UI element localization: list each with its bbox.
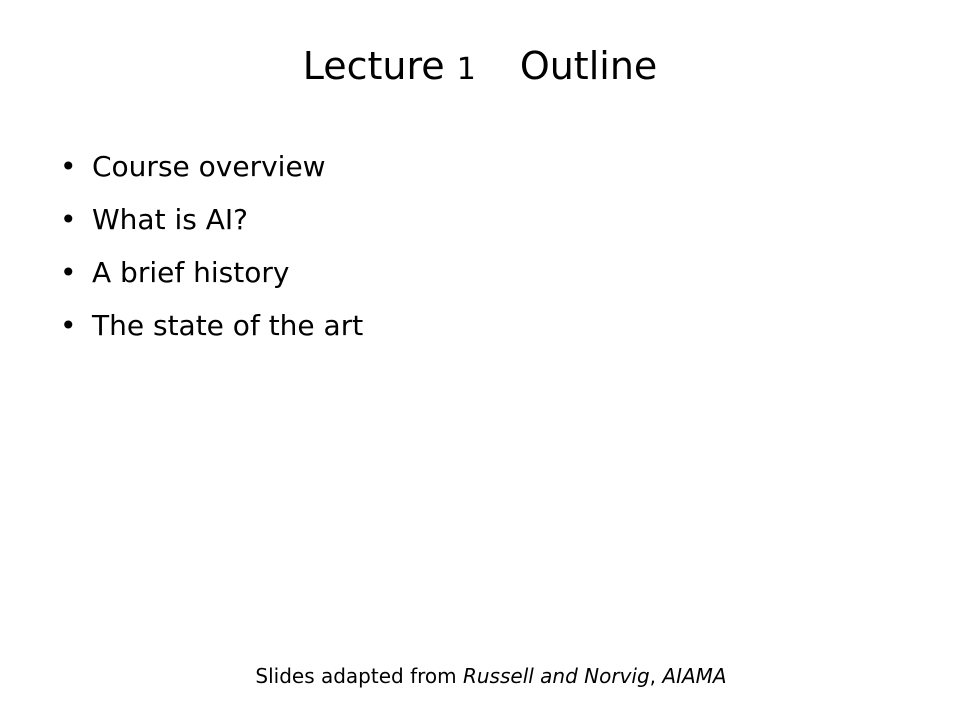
footer-prefix: Slides adapted from [255,664,463,688]
list-item [60,193,363,246]
bullet-icon: • [60,309,77,342]
bullet-text: A brief history [92,256,290,289]
list-item [60,246,363,299]
footer-book: AIAMA [662,664,727,688]
title-lecture-word: Lecture [302,44,445,88]
bullet-text: What is AI? [92,203,249,236]
slide-title [0,38,960,98]
footer-authors: Russell and Norvig [462,664,650,688]
bullet-list [60,140,363,352]
footer-separator: , [649,664,663,688]
bullet-icon: • [60,256,77,289]
slide-footer [0,658,960,694]
bullet-icon: • [60,150,77,183]
title-lecture-number: 1 [456,52,476,87]
bullet-icon: • [60,203,77,236]
bullet-text: Course overview [92,150,326,183]
title-topic: Outline [519,44,658,88]
list-item [60,299,363,352]
list-item [60,140,363,193]
bullet-text: The state of the art [92,309,364,342]
